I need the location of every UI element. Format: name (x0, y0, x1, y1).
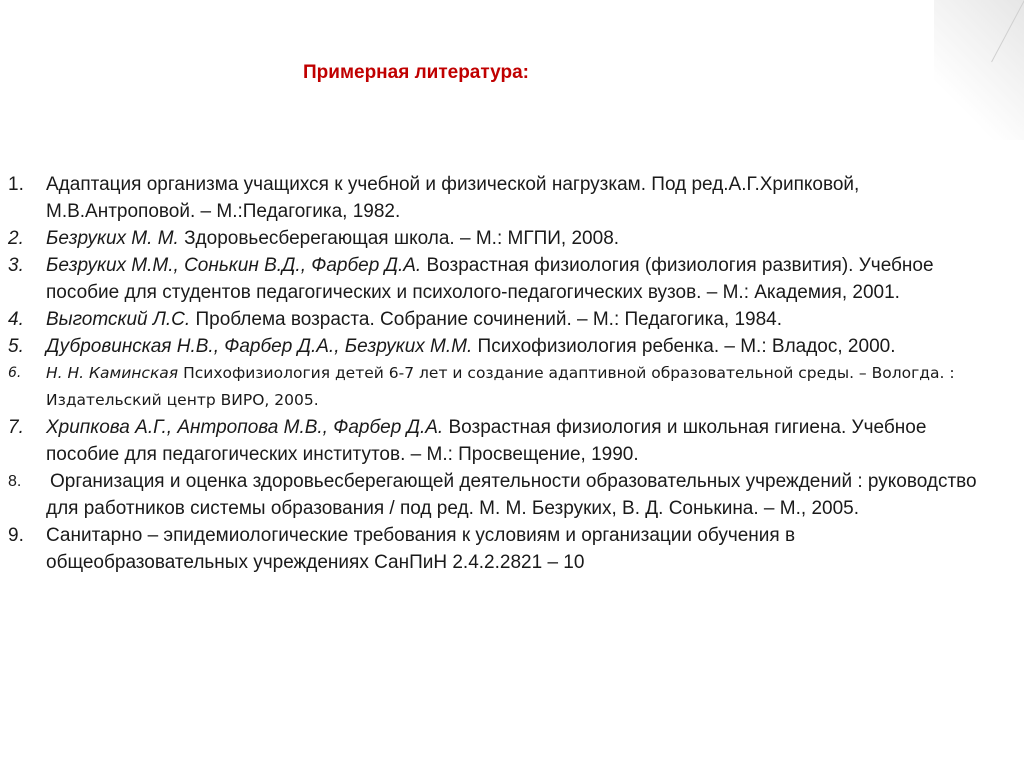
slide-corner-shade (934, 0, 1024, 140)
reference-text: Проблема возраста. Собрание сочинений. – М.: Педагогика, 1984. (190, 309, 782, 330)
reference-number: 6. (8, 365, 22, 381)
reference-item-3 (8, 252, 998, 306)
reference-item-4 (8, 306, 998, 333)
reference-author: Выготский Л.С. (46, 309, 191, 330)
reference-item-1 (8, 171, 998, 225)
reference-author: Дубровинская Н.В., Фарбер Д.А., Безруких М.М. (46, 336, 473, 357)
reference-text: Адаптация организма учащихся к учебной и физической нагрузкам. Под ред.А.Г.Хрипковой, М.В.Антроповой. – М.:Педагогика, 1982. (46, 174, 860, 222)
reference-number: 4. (8, 309, 24, 330)
reference-number: 2. (8, 228, 24, 249)
reference-author: Безруких М. М. (46, 228, 179, 249)
reference-item-8 (8, 468, 998, 522)
reference-author: Хрипкова А.Г., Антропова М.В., Фарбер Д.А. (46, 417, 444, 438)
reference-author: Безруких М.М., Сонькин В.Д., Фарбер Д.А. (46, 255, 422, 276)
reference-number: 9. (8, 525, 24, 546)
reference-number: 3. (8, 255, 24, 276)
reference-number: 1. (8, 174, 24, 195)
reference-text: Здоровьесберегающая школа. – М.: МГПИ, 2008. (178, 228, 620, 249)
reference-text: Возрастная физиология и школьная гигиена. Учебное пособие для педагогических институтов. – М.: Просвещение, 1990. (46, 417, 927, 465)
reference-author: Н. Н. Каминская (46, 364, 179, 382)
reference-number: 7. (8, 417, 24, 438)
page-title: Примерная литература: (303, 62, 529, 83)
reference-text: Возрастная физиология (физиология развития). Учебное пособие для студентов педагогических и психолого-педагогических вузов. – М.: Академия, 2001. (46, 255, 934, 303)
reference-number: 8. (8, 473, 22, 490)
reference-item-6 (8, 360, 998, 414)
reference-text: Санитарно – эпидемиологические требования к условиям и организации обучения в общеобразовательных учреждениях СанПиН 2.4.2.2821 – 10 (46, 525, 796, 573)
reference-text: Психофизиология детей 6-7 лет и создание адаптивной образовательной среды. – Вологда. : Издательский центр ВИРО, 2005. (46, 364, 955, 409)
reference-item-9 (8, 522, 998, 576)
reference-item-7 (8, 414, 998, 468)
reference-item-2 (8, 225, 998, 252)
reference-item-5 (8, 333, 998, 360)
reference-list (8, 171, 998, 576)
reference-number: 5. (8, 336, 24, 357)
reference-text: Психофизиология ребенка. – М.: Владос, 2000. (472, 336, 896, 357)
reference-text: Организация и оценка здоровьесберегающей деятельности образовательных учреждений : руководство для работников системы образования / под ред. М. М. Безруких, В. Д. Сонькина. – М., 2005. (46, 471, 977, 519)
